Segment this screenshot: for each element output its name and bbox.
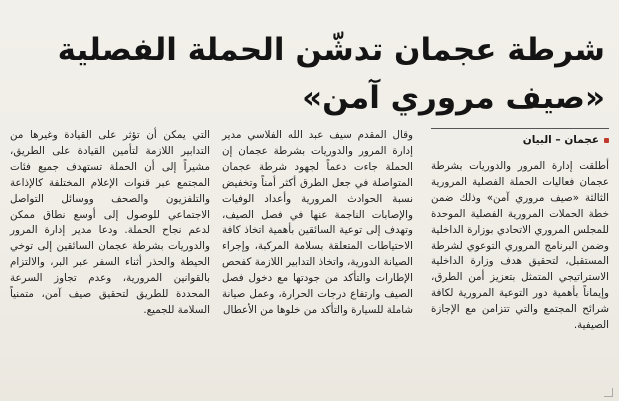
- byline-marker-icon: [604, 138, 609, 143]
- headline: شرطة عجمان تدشّن الحملة الفصلية: [57, 32, 605, 68]
- column-1-text: أطلقت إدارة المرور والدوريات بشرطة عجمان فعاليات الحملة الفصلية المرورية الثالثة «صيف مروري آمن» وذلك ضمن خطة الحملات المرورية الفصلية الموحدة للمجلس المروري الاتحادي بوزارة الداخلية وضمن البرنامج المروري التوعوي لشرطة المستقبل، لتحقيق هدف وزارة الداخلية الاستراتيجي المتمثل بتعزيز أمن الطرق، وإيماناً بأهمية دور التوعية المرورية لكافة شرائح المجتمع والتي تتزامن مع الإجازة الصيفية.: [431, 160, 609, 332]
- byline: [431, 128, 609, 151]
- byline-text: عجمان – البيان: [522, 134, 599, 146]
- subheadline: «صيف مروري آمن»: [302, 80, 605, 116]
- article-column-1: [431, 159, 609, 334]
- article-column-3: [10, 128, 210, 319]
- crop-mark: [604, 388, 613, 397]
- column-3-text: التي يمكن أن تؤثر على القيادة وغيرها من التدابير اللازمة لتأمين القيادة على الطريق، مشيراً إلى أن الحملة تستهدف جميع فئات المجتمع عبر قنوات الإعلام المختلفة كالإذاعة والتلفزيون والصحف ووسائل التواصل الاجتماعي للوصول إلى أوسع نطاق ممكن لدعم نجاح الحملة. ودعا مدير إدارة المرور والدوريات بشرطة عجمان السائقين إلى توخي الحيطة والحذر أثناء السفر عبر البر، والالتزام بالقوانين المرورية، وعدم تجاوز السرعة المحددة للطريق لتحقيق صيف آمن، متمنياً السلامة للجميع.: [10, 129, 210, 316]
- column-2-text: وقال المقدم سيف عبد الله الفلاسي مدير إدارة المرور والدوريات بشرطة عجمان إن الحملة جاءت دعماً لجهود شرطة عجمان المتواصلة في جعل الطرق أكثر أمناً وتخفيض نسبة الحوادث المرورية وأعداد الوفيات والإصابات الناجمة عنها في فصل الصيف، وتهدف إلى توعية السائقين بأهمية اتخاذ كافة الاحتياطات المتعلقة بسلامة المركبة، وإجراء الصيانة الدورية، واتخاذ التدابير اللازمة كفحص الإطارات والتأكد من جودتها مع دخول فصل الصيف وارتفاع درجات الحرارة، وعمل صيانة شاملة للسيارة والتأكد من خلوها من الأعطال: [222, 129, 413, 316]
- article-column-2: [222, 128, 413, 319]
